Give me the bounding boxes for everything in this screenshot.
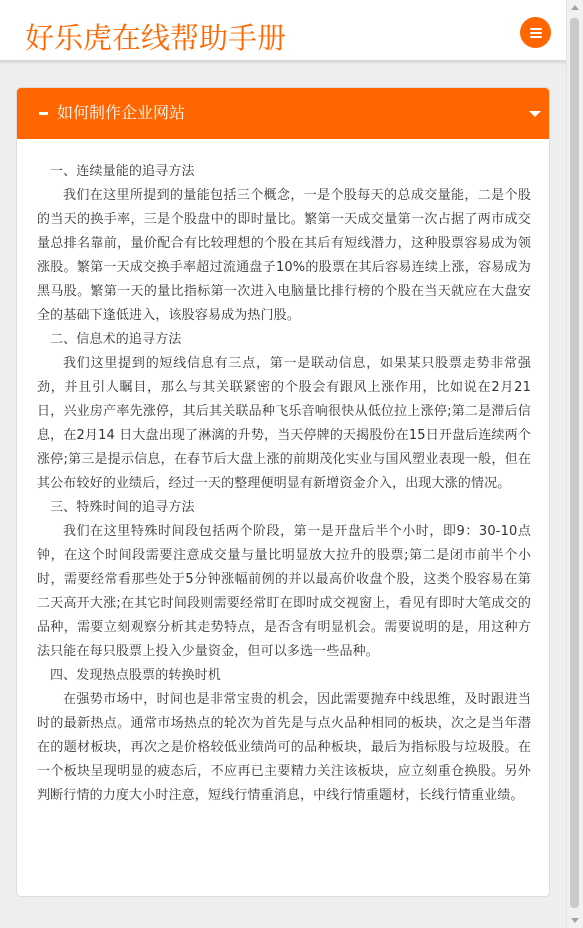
panel-title: 如何制作企业网站 xyxy=(57,103,186,122)
content-panel xyxy=(16,87,550,897)
site-header xyxy=(0,0,566,61)
caret-down-icon[interactable] xyxy=(529,111,541,117)
section-heading: 一、连续量能的追寻方法 xyxy=(50,164,195,179)
section-paragraph: 我们在这里特殊时间段包括两个阶段，第一是开盘后半个小时，即9：30-10点钟，在这个时间段需要注意成交量与量比明显放大拉升的股票;第二是闭市前半个小时，需要经常看那些处于5分钟涨幅前例的并以最高价收盘个股，这类个股容易在第二天高开大涨;在其它时间段则需要经常盯在即时成交视窗上，看见有即时大笔成交的品种，需要立刻观察分析其走势特点，是否含有明显机会。需要说明的是，用这种方法只能在每只股票上投入少量资金，但可以多选一些品种。 xyxy=(37,524,531,659)
minus-icon xyxy=(39,112,48,115)
scroll-up-arrow-icon[interactable] xyxy=(571,5,579,10)
article-body xyxy=(37,160,531,808)
section-paragraph: 在强势市场中，时间也是非常宝贵的机会，因此需要抛弃中线思维，及时跟进当时的最新热点。通常市场热点的轮次为首先是与点火品种相同的板块，次之是当年潜在的题材板块，再次之是价格较低业绩尚可的品种板块，最后为指标股与垃圾股。在一个板块呈现明显的疲态后，不应再已主要精力关注该板块，应立刻重仓换股。另外判断行情的力度大小时注意，短线行情重消息，中线行情重题材，长线行情重业绩。 xyxy=(37,692,531,803)
vertical-scrollbar[interactable] xyxy=(566,0,583,928)
section-paragraph: 我们这里提到的短线信息有三点，第一是联动信息，如果某只股票走势非常强劲，并且引人瞩目，那么与其关联紧密的个股会有跟风上涨作用，比如说在2月21日，兴业房产率先涨停，其后其关联品种飞乐音响很快从低位拉上涨停;第二是滞后信息，在2月14 日大盘出现了淋漓的升势，当天停牌的天揭股份在15日开盘后连续两个涨停;第三是提示信息，在春节后大盘上涨的前期茂化实业与国风塑业表现一般，但在其公布较好的业绩后，经过一天的整理便明显有新增资金介入，出现大涨的情况。 xyxy=(37,356,531,491)
scrollbar-thumb[interactable] xyxy=(570,18,579,908)
section-heading: 二、信息术的追寻方法 xyxy=(50,332,182,347)
menu-icon xyxy=(530,28,542,38)
section-heading: 三、特殊时间的追寻方法 xyxy=(50,500,195,515)
section-heading: 四、发现热点股票的转换时机 xyxy=(50,668,221,683)
section-paragraph: 我们在这里所提到的量能包括三个概念，一是个股每天的总成交量能，二是个股的当天的换手率，三是个股盘中的即时量比。繁第一天成交量第一次占据了两市成交量总排名靠前，量价配合有比较理想的个股在其后有短线潜力，这种股票容易成为领涨股。繁第一天成交换手率超过流通盘子10%的股票在其后容易连续上涨，容易成为黑马股。繁第一天的量比指标第一次进入电脑量比排行榜的个股在当天就应在大盘安全的基础下逢低进入，该股容易成为热门股。 xyxy=(37,188,531,323)
scroll-down-arrow-icon[interactable] xyxy=(571,918,579,923)
site-title[interactable]: 好乐虎在线帮助手册 xyxy=(25,21,287,55)
menu-button[interactable] xyxy=(520,17,551,48)
panel-header[interactable] xyxy=(17,88,549,139)
